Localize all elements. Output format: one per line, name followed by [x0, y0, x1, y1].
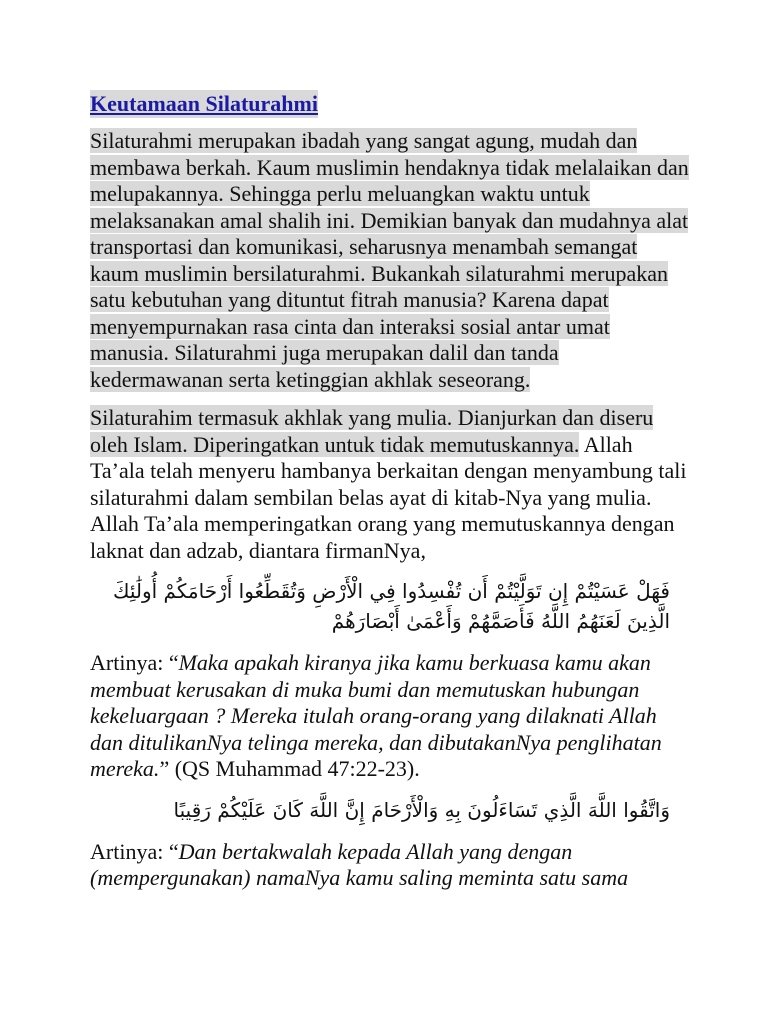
translation-2	[90, 839, 690, 892]
document-title: Keutamaan Silaturahmi	[90, 91, 318, 116]
arabic-verse-2: وَاتَّقُوا اللَّهَ الَّذِي تَسَاءَلُونَ بِهِ وَالْأَرْحَامَ إِنَّ اللَّهَ كَانَ عَلَيْكُمْ رَقِيبًا	[173, 797, 670, 822]
paragraph-rest-text: Allah Ta’ala telah menyeru hambanya berkaitan dengan menyambung tali silaturahmi dalam sembilan belas ayat di kitab-Nya yang mulia. Allah Ta’ala memperingatkan orang yang memutuskannya dengan laknat dan adzab, diantara firmanNya,	[90, 431, 687, 563]
translation-1-reference: ” (QS Muhammad 47:22-23).	[159, 756, 420, 781]
paragraph-intro	[90, 128, 690, 393]
translation-1-text: Maka apakah kiranya jika kamu berkuasa kamu akan membuat kerusakan di muka bumi dan memutuskan hubungan kekeluargaan ? Mereka itulah orang-orang yang dilaknati Allah dan ditulikanNya telinga mereka, dan dibutakanNya penglihatan mereka.	[90, 650, 662, 781]
translation-2-label: Artinya: “	[90, 838, 179, 864]
arabic-verse-1: فَهَلْ عَسَيْتُمْ إِن تَوَلَّيْتُمْ أَن تُفْسِدُوا فِي الْأَرْضِ وَتُقَطِّعُوا أَرْحَامَكُمْ أُولَٰئِكَ الَّذِينَ لَعَنَهُمُ اللَّهُ فَأَصَمَّهُمْ وَأَعْمَىٰ أَبْصَارَهُمْ	[112, 579, 670, 633]
document-page	[90, 90, 690, 904]
paragraph-intro-text: Silaturahmi merupakan ibadah yang sangat agung, mudah dan membawa berkah. Kaum muslimin hendaknya tidak melalaikan dan melupakannya. Sehingga perlu meluangkan waktu untuk melaksanakan amal shalih ini. Demikian banyak dan mudahnya alat transportasi dan komunikasi, seharusnya menambah semangat kaum muslimin bersilaturahmi. Bukankah silaturahmi merupakan satu kebutuhan yang dituntut fitrah manusia? Karena dapat menyempurnakan rasa cinta dan interaksi sosial antar umat manusia. Silaturahmi juga merupakan dalil dan tanda kedermawanan serta ketinggian akhlak seseorang.	[90, 128, 689, 392]
paragraph-silaturahim	[90, 405, 690, 564]
translation-1	[90, 650, 690, 783]
translation-2-text: Dan bertakwalah kepada Allah yang dengan (mempergunakan) namaNya kamu saling meminta satu sama	[90, 838, 629, 890]
translation-1-label: Artinya: “	[90, 650, 179, 675]
paragraph-highlighted-text: Silaturahim termasuk akhlak yang mulia. Dianjurkan dan diseru oleh Islam. Diperingatkan untuk tidak memutuskannya.	[90, 405, 654, 457]
